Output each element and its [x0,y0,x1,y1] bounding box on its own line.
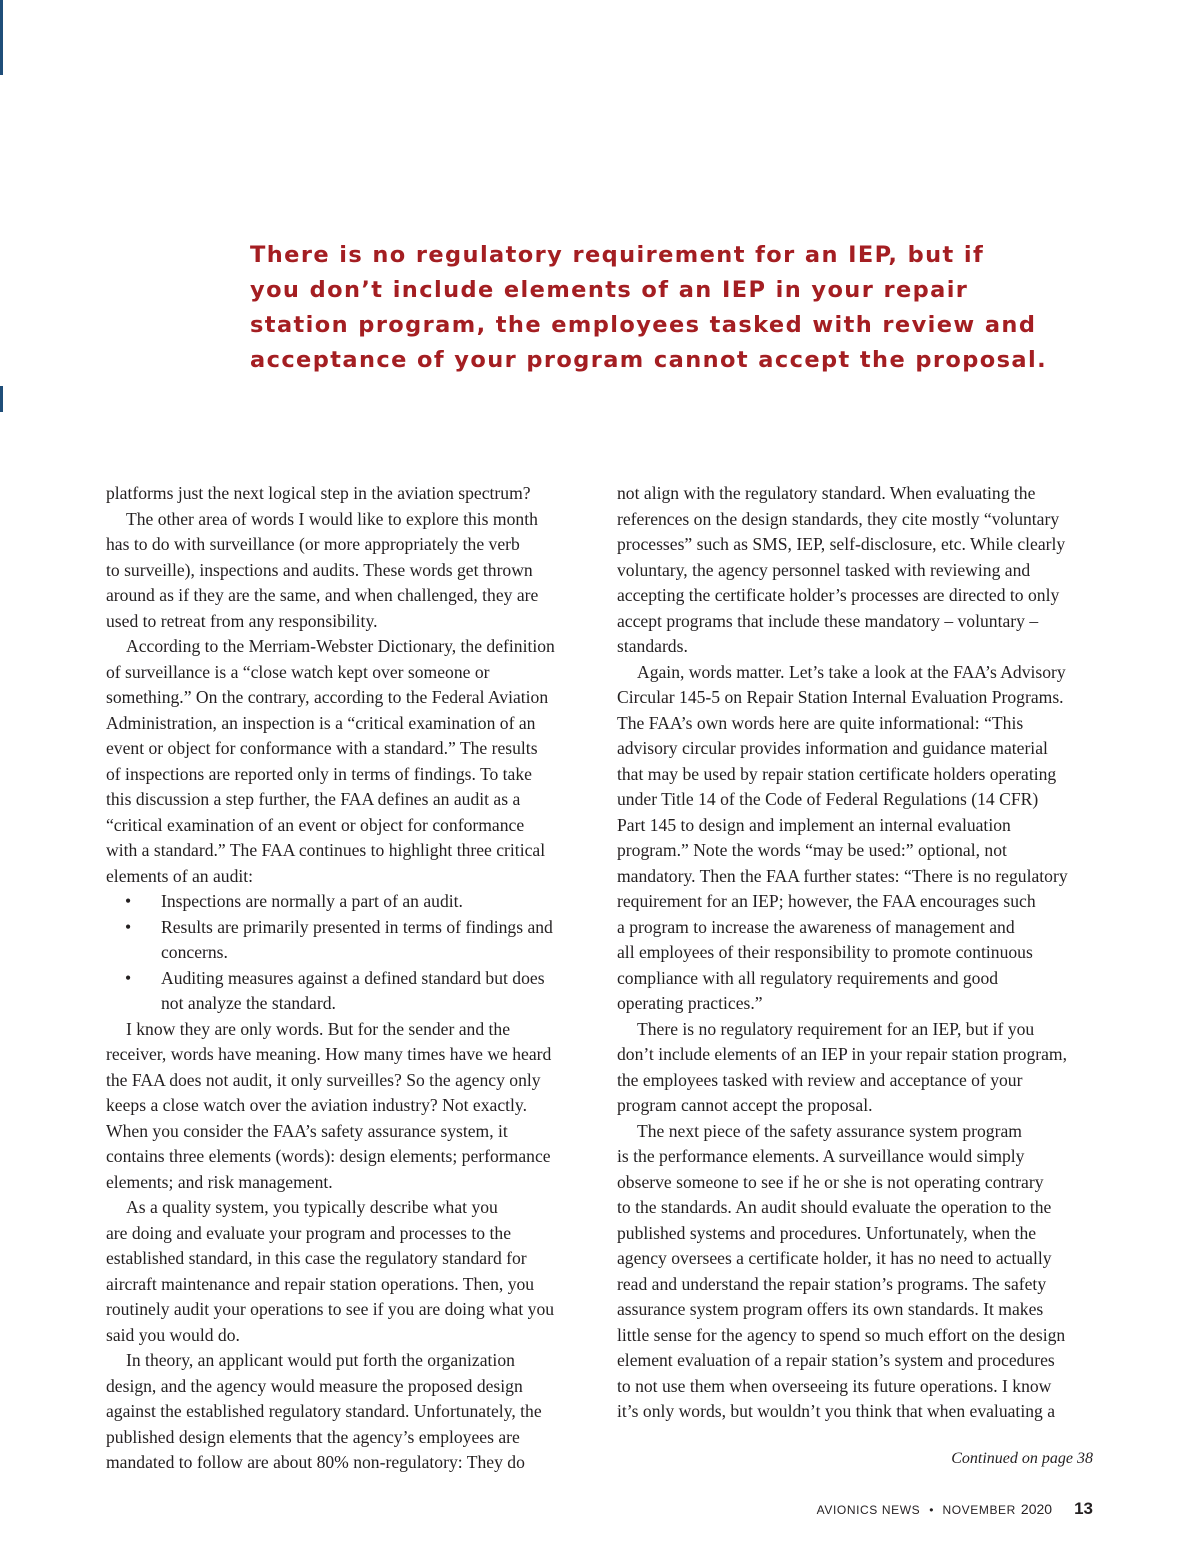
text-line: “critical examination of an event or object for conformance [106,814,525,835]
edge-marker-middle [0,386,3,412]
text-line: the FAA does not audit, it only surveilles? So the agency only [106,1069,541,1090]
publication-name: AVIONICS NEWS [816,1503,921,1517]
text-line: I know they are only words. But for the sender and the [126,1018,511,1039]
left-column [106,481,590,1476]
bullet-item [106,915,590,941]
text-line: something.” On the contrary, according to the Federal Aviation [106,687,549,707]
text-line: The other area of words I would like to explore this month [126,508,538,529]
continued-note: Continued on page 38 [951,1450,1093,1467]
bullet-text: not analyze the standard. [161,993,336,1013]
bullet-text: concerns. [161,942,228,962]
text-line: platforms just the next logical step in the aviation spectrum? [106,483,531,503]
text-line: has to do with surveillance (or more appropriately the verb [106,534,520,554]
pull-quote-line: There is no regulatory requirement for an IEP, but if [250,242,985,268]
text-line: advisory circular provides information and guidance material [617,738,1048,758]
text-line: aircraft maintenance and repair station operations. Then, you [106,1273,535,1294]
text-line: is the performance elements. A surveillance would simply [617,1146,1025,1166]
bullet-item [106,889,590,915]
text-line: processes” such as SMS, IEP, self-disclosure, etc. While clearly [617,534,1066,554]
bullet-item [106,966,590,992]
text-line: accept programs that include these mandatory – voluntary – [617,610,1039,631]
text-line: There is no regulatory requirement for an IEP, but if you [637,1018,1035,1039]
text-line: program cannot accept the proposal. [617,1095,873,1115]
pull-quote-line: you don’t include elements of an IEP in your repair [250,277,969,303]
text-line: Again, words matter. Let’s take a look at the FAA’s Advisory [637,661,1066,682]
text-line: mandated to follow are about 80% non-regulatory: They do [106,1452,525,1472]
text-line: against the established regulatory standard. Unfortunately, the [106,1401,542,1421]
text-line: references on the design standards, they cite mostly “voluntary [617,508,1060,529]
text-line: mandatory. Then the FAA further states: “There is no regulatory [617,865,1068,886]
text-line: The next piece of the safety assurance system program [637,1120,1022,1141]
text-line: observe someone to see if he or she is not operating contrary [617,1171,1044,1192]
text-line: event or object for conformance with a standard.” The results [106,738,538,758]
text-line: of inspections are reported only in terms of findings. To take [106,763,532,784]
text-line: Circular 145-5 on Repair Station Internal Evaluation Programs. [617,687,1064,707]
bullet-text: Auditing measures against a defined standard but does [161,967,545,988]
text-line: are doing and evaluate your program and processes to the [106,1222,511,1243]
bullet-icon: • [125,891,132,911]
text-line: voluntary, the agency personnel tasked with reviewing and [617,559,1031,580]
text-line: routinely audit your operations to see if you are doing what you [106,1299,555,1319]
text-line: According to the Merriam-Webster Dictionary, the definition [126,636,555,656]
text-line: requirement for an IEP; however, the FAA encourages such [617,891,1036,911]
text-line: As a quality system, you typically describe what you [126,1197,498,1217]
text-line: read and understand the repair station’s programs. The safety [617,1273,1047,1294]
text-line: keeps a close watch over the aviation industry? Not exactly. [106,1095,527,1115]
text-line: contains three elements (words): design elements; performance [106,1146,551,1166]
text-line: don’t include elements of an IEP in your repair station program, [617,1044,1067,1064]
text-line: established standard, in this case the regulatory standard for [106,1248,527,1268]
text-line: In theory, an applicant would put forth the organization [126,1350,515,1370]
text-line: with a standard.” The FAA continues to highlight three critical [106,840,546,860]
text-line: the employees tasked with review and acceptance of your [617,1069,1023,1090]
text-line: program.” Note the words “may be used:” optional, not [617,840,1007,860]
text-line: to the standards. An audit should evaluate the operation to the [617,1197,1052,1217]
issue-month: NOVEMBER [942,1503,1016,1517]
page-number: 13 [1074,1499,1093,1518]
text-line: Administration, an inspection is a “critical examination of an [106,712,536,733]
text-line: published systems and procedures. Unfortunately, when the [617,1222,1037,1243]
text-line: of surveillance is a “close watch kept over someone or [106,661,490,682]
text-line: accepting the certificate holder’s processes are directed to only [617,585,1060,605]
text-line: to surveille), inspections and audits. These words get thrown [106,559,533,580]
text-line: that may be used by repair station certificate holders operating [617,763,1057,784]
text-line: this discussion a step further, the FAA defines an audit as a [106,789,521,809]
pull-quote-line: station program, the employees tasked with review and [250,312,1037,338]
text-line: little sense for the agency to spend so much effort on the design [617,1324,1066,1345]
text-line: all employees of their responsibility to promote continuous [617,942,1033,962]
text-line: published design elements that the agency’s employees are [106,1426,520,1447]
text-line: not align with the regulatory standard. When evaluating the [617,483,1036,503]
pull-quote [250,238,1048,378]
text-line: used to retreat from any responsibility. [106,610,378,631]
text-line: design, and the agency would measure the proposed design [106,1375,523,1396]
issue-year: 2020 [1020,1501,1053,1517]
text-line: it’s only words, but wouldn’t you think that when evaluating a [617,1401,1056,1421]
pull-quote-line: acceptance of your program cannot accept the proposal. [250,347,1048,373]
text-line: When you consider the FAA’s safety assurance system, it [106,1120,508,1141]
text-line: agency oversees a certificate holder, it has no need to actually [617,1248,1052,1268]
bullet-icon: • [125,916,132,937]
text-line: standards. [617,636,688,656]
text-line: around as if they are the same, and when challenged, they are [106,585,539,605]
text-line: compliance with all regulatory requirements and good [617,967,999,988]
edge-marker-top [0,0,3,75]
text-line: receiver, words have meaning. How many times have we heard [106,1044,552,1064]
text-line: said you would do. [106,1324,240,1345]
bullet-separator-icon: • [929,1503,934,1517]
text-line: The FAA’s own words here are quite informational: “This [617,712,1024,733]
text-line: a program to increase the awareness of management and [617,916,1015,937]
text-line: element evaluation of a repair station’s system and procedures [617,1350,1055,1370]
text-line: under Title 14 of the Code of Federal Regulations (14 CFR) [617,789,1039,809]
bullet-icon: • [125,967,132,988]
text-line: assurance system program offers its own standards. It makes [617,1299,1044,1319]
text-line: to not use them when overseeing its future operations. I know [617,1375,1052,1396]
bullet-text: Inspections are normally a part of an audit. [161,891,463,911]
text-line: elements; and risk management. [106,1171,333,1192]
bullet-text: Results are primarily presented in terms of findings and [161,916,553,937]
text-line: operating practices.” [617,993,763,1013]
right-column [617,481,1107,1425]
text-line: elements of an audit: [106,865,254,886]
text-line: Part 145 to design and implement an internal evaluation [617,814,1011,835]
page-footer [817,1499,1093,1519]
